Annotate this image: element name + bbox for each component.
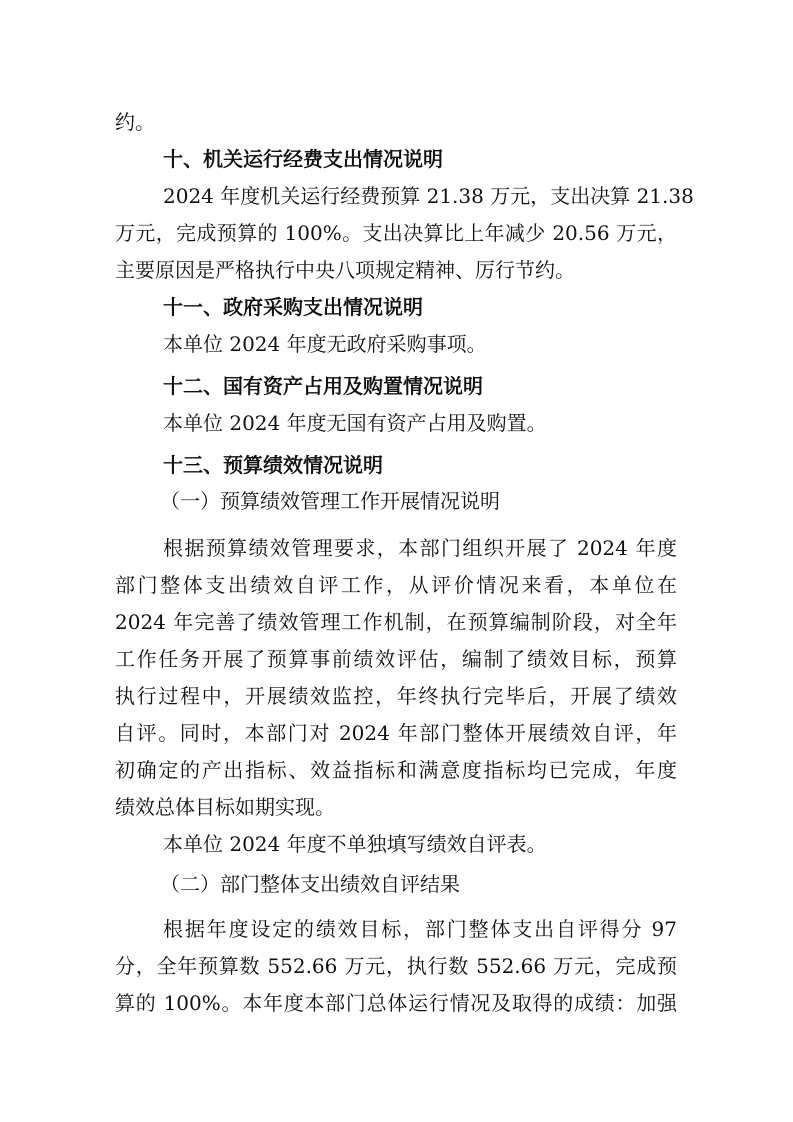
section-heading-11: 十一、政府采购支出情况说明 [163,295,423,319]
text-line: 2024 年完善了绩效管理工作机制，在预算编制阶段，对全年 [115,610,677,634]
text-line: 根据年度设定的绩效目标，部门整体支出自评得分 97 [163,917,677,941]
subsection-heading-2: （二）部门整体支出绩效自评结果 [160,872,460,896]
text-line: 主要原因是严格执行中央八项规定精神、厉行节约。 [115,258,575,282]
text-line: 万元，完成预算的 100%。支出决算比上年减少 20.56 万元， [115,221,677,245]
text-line: 算的 100%。本年度本部门总体运行情况及取得的成绩：加强 [115,991,677,1015]
text-line: 执行过程中，开展绩效监控，年终执行完毕后，开展了绩效 [115,684,677,708]
text-line: 本单位 2024 年度不单独填写绩效自评表。 [163,832,547,856]
text-line: 2024 年度机关运行经费预算 21.38 万元，支出决算 21.38 [163,184,694,208]
text-line: 本单位 2024 年度无国有资产占用及购置。 [163,411,547,435]
section-heading-13: 十三、预算绩效情况说明 [163,453,383,477]
text-line: 自评。同时，本部门对 2024 年部门整体开展绩效自评，年 [115,721,677,745]
text-line: 工作任务开展了预算事前绩效评估，编制了绩效目标，预算 [115,647,677,671]
text-line: 部门整体支出绩效自评工作，从评价情况来看，本单位在 [115,573,677,597]
text-line: 本单位 2024 年度无政府采购事项。 [163,332,487,356]
text-line: 分，全年预算数 552.66 万元，执行数 552.66 万元，完成预 [115,954,677,978]
subsection-heading-1: （一）预算绩效管理工作开展情况说明 [160,489,500,513]
text-line: 约。 [115,110,155,134]
text-line: 根据预算绩效管理要求，本部门组织开展了 2024 年度 [163,536,677,560]
section-heading-10: 十、机关运行经费支出情况说明 [163,147,443,171]
text-line: 初确定的产出指标、效益指标和满意度指标均已完成，年度 [115,758,677,782]
text-line: 绩效总体目标如期实现。 [115,795,335,819]
section-heading-12: 十二、国有资产占用及购置情况说明 [163,374,483,398]
